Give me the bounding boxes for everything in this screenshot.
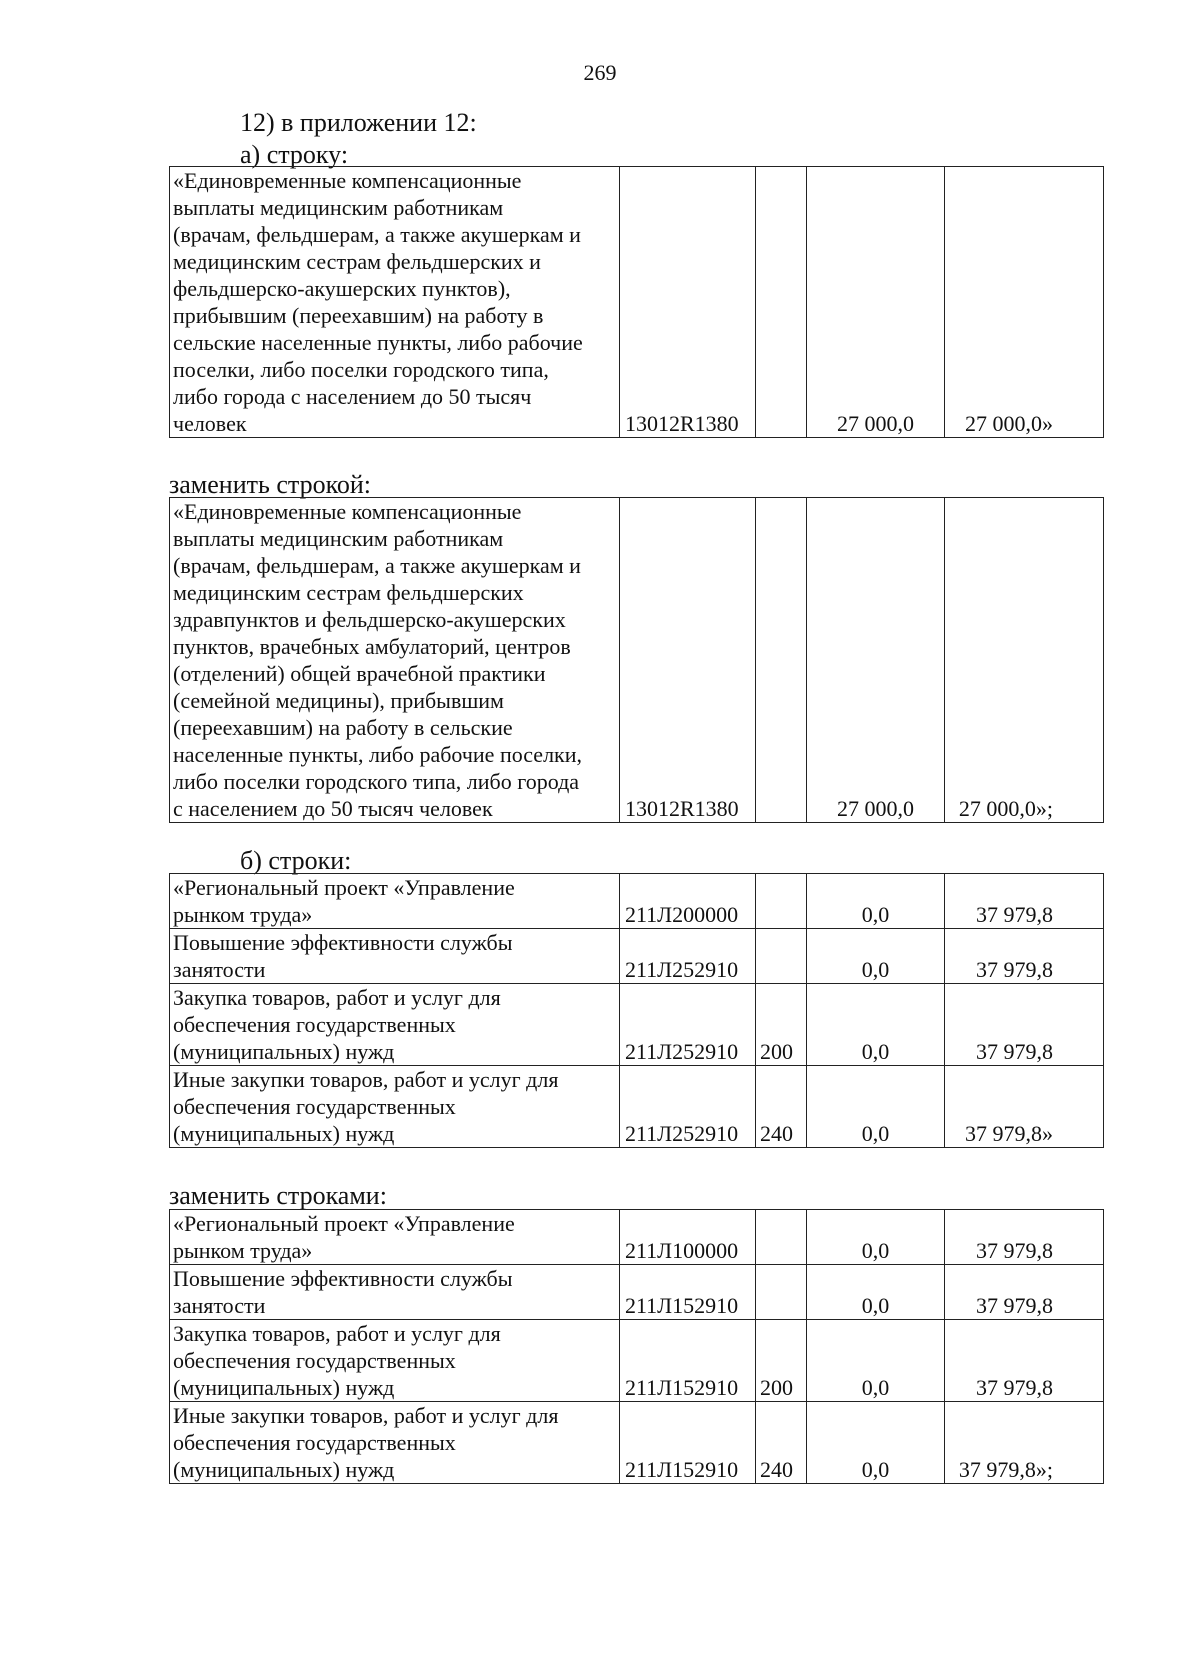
table-row <box>170 1320 1104 1402</box>
row-expense-type-cell <box>756 874 807 929</box>
row-value-1-cell: 0,0 <box>807 1320 945 1402</box>
row-value-2-cell: 37 979,8 <box>945 1210 1104 1265</box>
table-b-original <box>169 873 1104 1148</box>
row-expense-type-cell <box>756 929 807 984</box>
row-expense-type-cell: 240 <box>756 1402 807 1484</box>
table-row <box>170 929 1104 984</box>
row-value-1-cell: 0,0 <box>807 1210 945 1265</box>
row-value-1-cell: 27 000,0 <box>807 498 945 823</box>
table-row <box>170 498 1104 823</box>
row-value-1-cell: 0,0 <box>807 1265 945 1320</box>
table-a-original <box>169 166 1104 438</box>
row-value-2-cell: 37 979,8 <box>945 1265 1104 1320</box>
row-code-cell: 211Л252910 <box>620 1066 756 1148</box>
row-name-cell: «Единовременные компенсационные выплаты медицинским работникам (врачам, фельдшерам, а также акушеркам и медицинским сестрам фельдшерских и фельдшерско-акушерских пунктов), прибывшим (переехавшим) на работу в сельские населенные пункты, либо рабочие поселки, либо поселки городского типа, либо города с населением до 50 тысяч человек <box>170 167 620 438</box>
row-code-cell: 13012R1380 <box>620 498 756 823</box>
row-value-2-cell: 37 979,8 <box>945 874 1104 929</box>
subsection-b-heading: б) строки: <box>240 846 352 875</box>
table-row <box>170 874 1104 929</box>
replace-rows-heading: заменить строками: <box>169 1181 387 1210</box>
table-row <box>170 1066 1104 1148</box>
row-expense-type-cell: 200 <box>756 1320 807 1402</box>
row-code-cell: 211Л152910 <box>620 1320 756 1402</box>
row-name-cell: Иные закупки товаров, работ и услуг для обеспечения государственных (муниципальных) нужд <box>170 1066 620 1148</box>
row-expense-type-cell <box>756 167 807 438</box>
row-name-cell: «Региональный проект «Управление рынком труда» <box>170 1210 620 1265</box>
row-code-cell: 211Л200000 <box>620 874 756 929</box>
row-value-2-cell: 37 979,8»; <box>945 1402 1104 1484</box>
row-value-2-cell: 37 979,8» <box>945 1066 1104 1148</box>
table-row <box>170 984 1104 1066</box>
row-code-cell: 211Л252910 <box>620 929 756 984</box>
subsection-a-heading: а) строку: <box>240 140 349 169</box>
table-a-replacement <box>169 497 1104 823</box>
table-row <box>170 1265 1104 1320</box>
page-number: 269 <box>583 60 617 85</box>
row-value-1-cell: 27 000,0 <box>807 167 945 438</box>
row-value-2-cell: 27 000,0» <box>945 167 1104 438</box>
row-value-1-cell: 0,0 <box>807 874 945 929</box>
table-row <box>170 1402 1104 1484</box>
row-name-cell: Повышение эффективности службы занятости <box>170 1265 620 1320</box>
replace-row-heading: заменить строкой: <box>169 470 372 499</box>
row-value-1-cell: 0,0 <box>807 929 945 984</box>
section-heading: 12) в приложении 12: <box>240 108 477 137</box>
row-code-cell: 211Л152910 <box>620 1265 756 1320</box>
row-name-cell: Закупка товаров, работ и услуг для обеспечения государственных (муниципальных) нужд <box>170 1320 620 1402</box>
row-value-2-cell: 27 000,0»; <box>945 498 1104 823</box>
row-expense-type-cell <box>756 1210 807 1265</box>
table-b-replacement <box>169 1209 1104 1484</box>
row-code-cell: 211Л100000 <box>620 1210 756 1265</box>
row-expense-type-cell: 200 <box>756 984 807 1066</box>
row-name-cell: Закупка товаров, работ и услуг для обеспечения государственных (муниципальных) нужд <box>170 984 620 1066</box>
row-code-cell: 211Л152910 <box>620 1402 756 1484</box>
row-code-cell: 13012R1380 <box>620 167 756 438</box>
table-row <box>170 167 1104 438</box>
row-expense-type-cell <box>756 498 807 823</box>
row-expense-type-cell: 240 <box>756 1066 807 1148</box>
row-name-cell: «Региональный проект «Управление рынком труда» <box>170 874 620 929</box>
row-value-2-cell: 37 979,8 <box>945 984 1104 1066</box>
row-name-cell: «Единовременные компенсационные выплаты медицинским работникам (врачам, фельдшерам, а также акушеркам и медицинским сестрам фельдшерских здравпунктов и фельдшерско-акушерских пунктов, врачебных амбулаторий, центров (отделений) общей врачебной практики (семейной медицины), прибывшим (переехавшим) на работу в сельские населенные пункты, либо рабочие поселки, либо поселки городского типа, либо города с населением до 50 тысяч человек <box>170 498 620 823</box>
row-value-2-cell: 37 979,8 <box>945 929 1104 984</box>
table-row <box>170 1210 1104 1265</box>
row-value-2-cell: 37 979,8 <box>945 1320 1104 1402</box>
row-value-1-cell: 0,0 <box>807 984 945 1066</box>
row-name-cell: Повышение эффективности службы занятости <box>170 929 620 984</box>
row-value-1-cell: 0,0 <box>807 1066 945 1148</box>
row-code-cell: 211Л252910 <box>620 984 756 1066</box>
row-value-1-cell: 0,0 <box>807 1402 945 1484</box>
row-name-cell: Иные закупки товаров, работ и услуг для обеспечения государственных (муниципальных) нужд <box>170 1402 620 1484</box>
row-expense-type-cell <box>756 1265 807 1320</box>
